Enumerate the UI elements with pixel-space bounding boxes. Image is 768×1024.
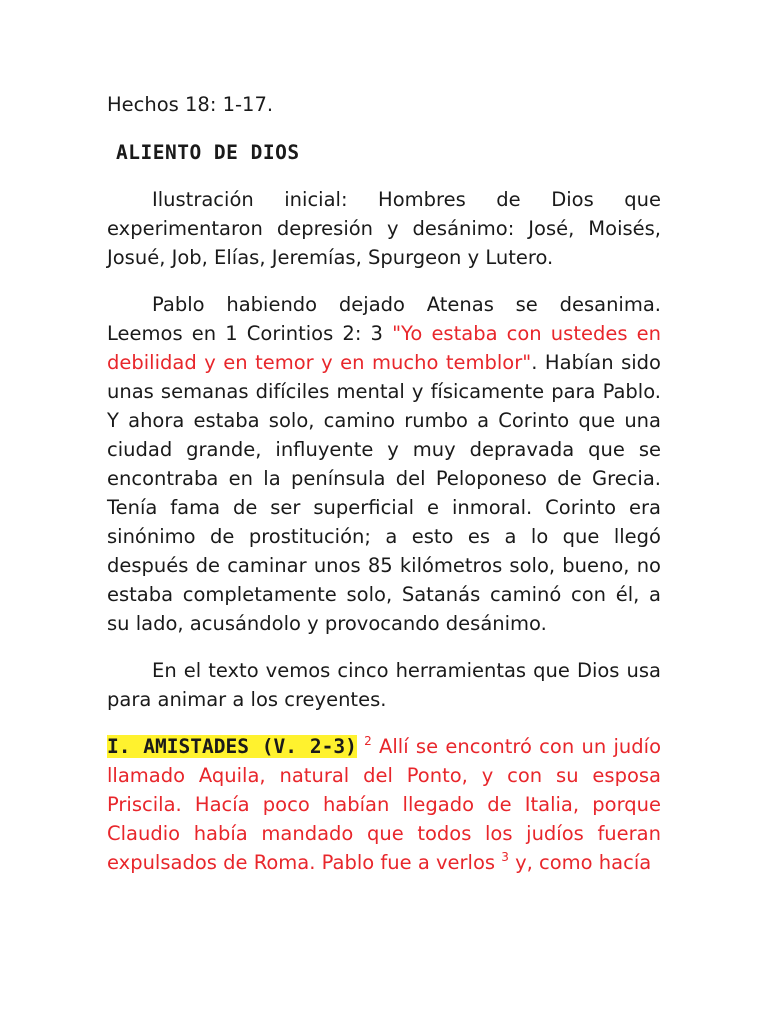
verse-number-2: 2 — [364, 734, 372, 748]
document-body — [107, 90, 661, 877]
section-heading-amistades: I. AMISTADES (V. 2-3) — [107, 735, 357, 758]
verse-2-text: Allí se encontró con un judío llamado Aquila, natural del Ponto, y con su esposa Priscila. Hacía poco habían llegado de Italia, porque Claudio había mandado que todos los judíos fueran expulsados de Roma. Pablo fue a verlos — [107, 735, 661, 874]
verse-number-3: 3 — [501, 850, 509, 864]
paragraph-illustration: Ilustración inicial: Hombres de Dios que experimentaron depresión y desánimo: José, Moisés, Josué, Job, Elías, Jeremías, Spurgeon y Lutero. — [107, 188, 661, 269]
paragraph-context-rest: . Habían sido unas semanas difíciles mental y físicamente para Pablo. Y ahora estaba solo, camino rumbo a Corinto que una ciudad grande, influyente y muy depravada que se encontraba en la península del Peloponeso de Grecia. Tenía fama de ser superficial e inmoral. Corinto era sinónimo de prostitución; a esto es a lo que llegó después de caminar unos 85 kilómetros solo, bueno, no estaba completamente solo, Satanás caminó con él, a su lado, acusándolo y provocando desánimo. — [107, 351, 661, 635]
paragraph-context-intro: Pablo habiendo dejado Atenas se desanima. Leemos en 1 Corintios 2: 3 — [107, 293, 661, 345]
verse-3-text: y, como hacía — [508, 851, 652, 874]
section-amistades — [107, 732, 661, 877]
scripture-reference: Hechos 18: 1-17. — [107, 93, 274, 116]
paragraph-context — [107, 290, 661, 638]
corinthians-quote: "Yo estaba con ustedes en debilidad y en temor y en mucho temblor" — [107, 322, 661, 374]
paragraph-tools-intro: En el texto vemos cinco herramientas que Dios usa para animar a los creyentes. — [107, 659, 661, 711]
sermon-title: ALIENTO DE DIOS — [116, 141, 300, 164]
